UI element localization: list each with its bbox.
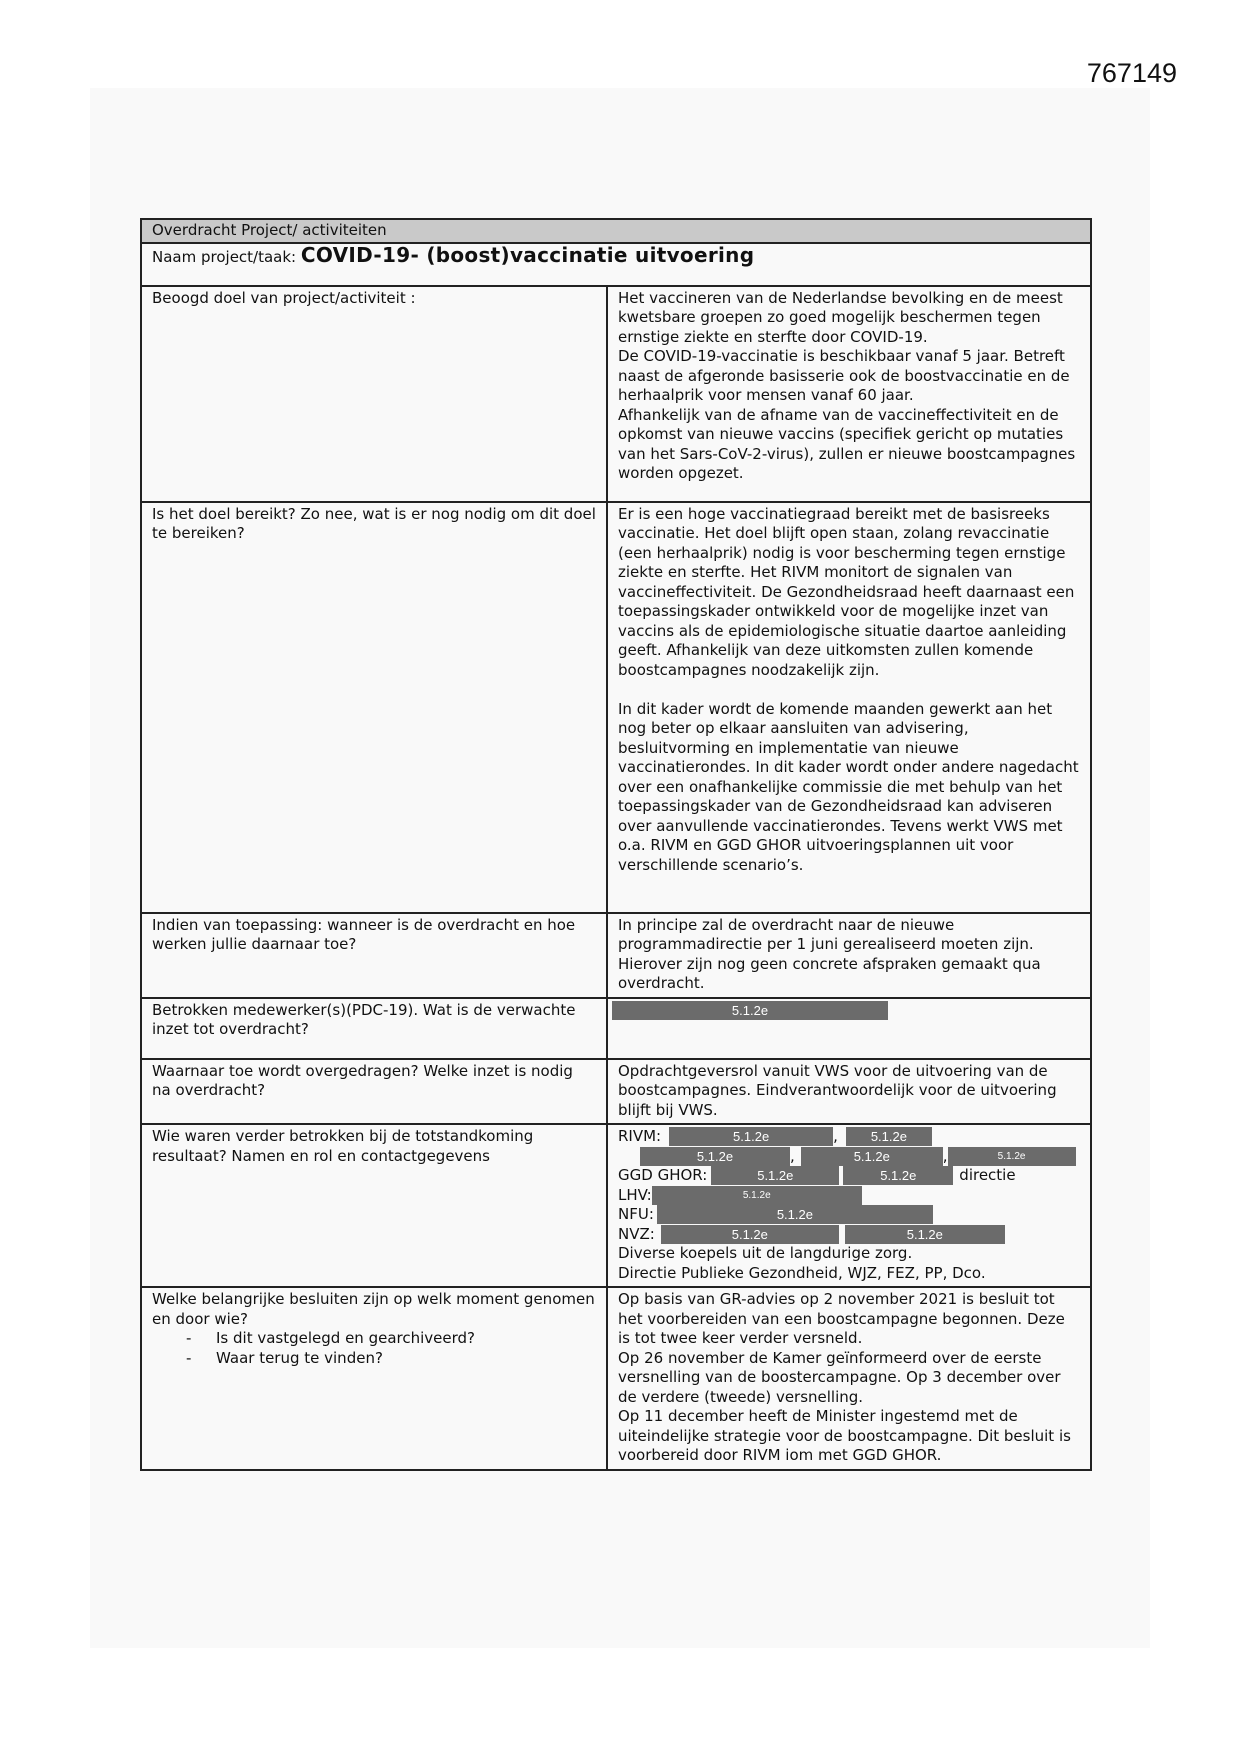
contact-extra-line: Directie Publieke Gezondheid, WJZ, FEZ, PP, Dco. — [618, 1263, 986, 1282]
contact-line-rivm-continued — [618, 1147, 1080, 1167]
redaction-box: 5.1.2e — [801, 1147, 943, 1166]
redaction-box: 5.1.2e — [843, 1166, 953, 1185]
project-name-value: COVID-19- (boost)vaccinatie uitvoering — [300, 242, 755, 267]
answer-cell: Opdrachtgeversrol vanuit VWS voor de uitvoering van de boostcampagnes. Eindverantwoordelijk voor de uitvoering blijft bij VWS. — [607, 1059, 1091, 1125]
table-row-decisions — [141, 1287, 1091, 1470]
redaction-box: 5.1.2e — [640, 1147, 790, 1166]
question-cell: Wie waren verder betrokken bij de totstandkoming resultaat? Namen en rol en contactgegevens — [141, 1124, 607, 1287]
contact-label-rivm: RIVM: — [618, 1127, 662, 1145]
question-bullets — [152, 1329, 596, 1368]
project-name-row — [141, 243, 1091, 286]
handover-table — [140, 218, 1092, 1471]
project-name-label: Naam project/taak: — [152, 247, 297, 266]
contact-label-nvz: NVZ: — [618, 1224, 655, 1243]
question-cell: Beoogd doel van project/activiteit : — [141, 286, 607, 502]
answer-cell — [607, 998, 1091, 1059]
answer-cell: Het vaccineren van de Nederlandse bevolking en de meest kwetsbare groepen zo goed mogelijk beschermen tegen ernstige ziekte en sterfte door COVID-19. De COVID-19-vaccinatie is beschikbaar vanaf 5 jaar. Betreft naast de afgeronde basisserie ook de boostvaccinatie en de herhaalprik voor mensen vanaf 60 jaar. Afhankelijk van de afname van de vaccineffectiviteit en de opkomst van nieuwe vaccins (specifiek gericht op mutaties van het Sars-CoV-2-virus), zullen er nieuwe boostcampagnes worden opgezet. — [607, 286, 1091, 502]
document-id: 767149 — [1086, 58, 1177, 88]
table-row-transfer-target — [141, 1059, 1091, 1125]
comma: , — [942, 1146, 948, 1165]
contact-label-lhv: LHV: — [618, 1185, 652, 1204]
answer-cell: Op basis van GR-advies op 2 november 2021 is besluit tot het voorbereiden van een boostcampagne begonnen. Deze is tot twee keer verder versneld. Op 26 november de Kamer geïnformeerd over de eerste versnelling van de boostercampagne. Op 3 december over de verdere (tweede) versnelling. Op 11 december heeft de Minister ingestemd met de uiteindelijke strategie voor de boostcampagne. Dit besluit is voorbereid door RIVM iom met GGD GHOR. — [607, 1287, 1091, 1470]
contact-line-ggd — [618, 1166, 1080, 1186]
contact-line-lhv — [618, 1186, 1080, 1206]
redaction-box: 5.1.2e — [661, 1225, 839, 1244]
redaction-box: 5.1.2e — [711, 1166, 839, 1185]
contact-line-nvz — [618, 1225, 1080, 1245]
table-row-handover-timing — [141, 913, 1091, 998]
comma: , — [833, 1127, 838, 1145]
question-cell: Indien van toepassing: wanneer is de overdracht en hoe werken jullie daarnaar toe? — [141, 913, 607, 998]
contact-label-ggd: GGD GHOR: — [618, 1166, 708, 1184]
contact-line-nfu — [618, 1205, 1080, 1225]
table-header-row — [141, 219, 1091, 243]
question-cell: Is het doel bereikt? Zo nee, wat is er nog nodig om dit doel te bereiken? — [141, 502, 607, 913]
redaction-box: 5.1.2e — [657, 1205, 933, 1224]
question-cell: Betrokken medewerker(s)(PDC-19). Wat is de verwachte inzet tot overdracht? — [141, 998, 607, 1059]
comma: , — [790, 1146, 795, 1165]
table-row-goal-achieved — [141, 502, 1091, 913]
question-cell: Waarnaar toe wordt overgedragen? Welke inzet is nodig na overdracht? — [141, 1059, 607, 1125]
bullet-item: - Is dit vastgelegd en gearchiveerd? — [186, 1329, 596, 1349]
redaction-box: 5.1.2e — [948, 1147, 1076, 1166]
project-name-cell — [141, 243, 1091, 286]
table-row-goal — [141, 286, 1091, 502]
answer-cell: In principe zal de overdracht naar de nieuwe programmadirectie per 1 juni gerealiseerd moeten zijn. Hierover zijn nog geen concrete afspraken gemaakt qua overdracht. — [607, 913, 1091, 998]
contact-extra-line: Diverse koepels uit de langdurige zorg. — [618, 1244, 913, 1262]
contact-line-rivm — [618, 1127, 1080, 1147]
table-row-contacts — [141, 1124, 1091, 1287]
contact-label-nfu: NFU: — [618, 1205, 654, 1223]
redaction-box: 5.1.2e — [846, 1127, 932, 1146]
table-row-employees — [141, 998, 1091, 1059]
question-cell — [141, 1287, 607, 1470]
answer-cell — [607, 1124, 1091, 1287]
redaction-box: 5.1.2e — [845, 1225, 1005, 1244]
answer-cell: Er is een hoge vaccinatiegraad bereikt met de basisreeks vaccinatie. Het doel blijft open staan, zolang revaccinatie (een herhaalprik) nodig is voor bescherming tegen ernstige ziekte en sterfte. Het RIVM monitort de signalen van vaccineffectiviteit. De Gezondheidsraad heeft daarnaast een toepassingskader ontwikkeld voor de mogelijke inzet van vaccins als de epidemiologische situatie daartoe aanleiding geeft. Afhankelijk van deze uitkomsten zullen komende boostcampagnes noodzakelijk zijn. In dit kader wordt de komende maanden gewerkt aan het nog beter op elkaar aansluiten van advisering, besluitvorming en implementatie van nieuwe vaccinatierondes. In dit kader wordt onder andere nagedacht over een onafhankelijke commissie die met behulp van het toepassingskader van de Gezondheidsraad kan adviseren over aanvullende vaccinatierondes. Tevens werkt VWS met o.a. RIVM en GGD GHOR uitvoeringsplannen uit voor verschillende scenario’s. — [607, 502, 1091, 913]
table-header: Overdracht Project/ activiteiten — [141, 219, 1091, 243]
bullet-item: - Waar terug te vinden? — [186, 1349, 596, 1369]
redaction-box: 5.1.2e — [652, 1186, 862, 1205]
redaction-box: 5.1.2e — [669, 1127, 833, 1146]
question-text: Welke belangrijke besluiten zijn op welk moment genomen en door wie? — [152, 1290, 595, 1328]
redaction-box: 5.1.2e — [612, 1001, 888, 1020]
contact-role-ggd: directie — [959, 1166, 1016, 1184]
